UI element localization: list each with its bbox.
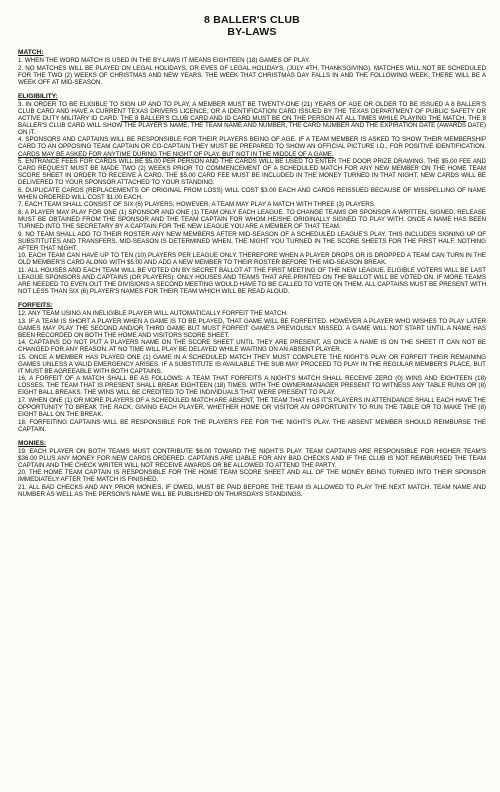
bylaw-4-text: 4. SPONSORS AND CAPTAINS WILL BE RESPONSIBLE FOR THEIR PLAYERS BEING OF AGE. IF A TEAM MEMBER IS ASKED TO SHOW THEIR MEMBERSHIP CARD TO AN OPPOSING TEAM CAPTAIN OR CO-CAPTAIN THEY MUST BE PREPARED TO SHOW AN OFFICIAL PICTURE I.D., FOR POSITIVE IDENTIFICATION. — [18, 136, 486, 151]
bylaw-17: 17. WHEN ONE (1) OR MORE PLAYERS OF A SCHEDULED MATCH ARE ABSENT, THE TEAM THAT HAS IT'S PLAYERS IN ATTENDANCE SHALL EACH HAVE THE OPPORTUNITY TO BREAK THE RACK. GIVING EACH PLAYER, WHETHER HOME OR VISITOR AN OPPORTUNITY TO RUN THE TABLE OR TO MAKE THE (8) EIGHT BALL ON THE BREAK. — [18, 397, 486, 419]
section-heading-monies: MONIES: — [18, 439, 47, 447]
document-subtitle: BY-LAWS — [227, 26, 277, 38]
bylaw-8: 8. A PLAYER MAY PLAY FOR ONE (1) SPONSOR AND ONE (1) TEAM ONLY EACH LEAGUE. TO CHANGE TEAMS OR SPONSOR A WRITTEN, SIGNED, RELEASE MUST BE OBTAINED FROM THE SPONSOR AND THE TEAM CAPTAIN FOR WHOM HE/SHE ORIGINALLY SIGNED TO PLAY WITH. ONCE A NAME HAS BEEN TURNED INTO THE SECRETARY BY A CAPTAIN FOR THE NEW LEAGUE YOU ARE A MEMBER OF THAT TEAM. — [18, 208, 486, 230]
bylaw-7: 7. EACH TEAM SHALL CONSIST OF SIX (6) PLAYERS, HOWEVER, A TEAM MAY PLAY A MATCH WITH THREE (3) PLAYERS. — [18, 201, 376, 209]
section-monies — [18, 440, 486, 498]
section-heading-match: MATCH: — [18, 49, 44, 56]
bylaw-19: 19. EACH PLAYER ON BOTH TEAMS MUST CONTRIBUTE $6.00 TOWARD THE NIGHT'S PLAY. TEAM CAPTAINS ARE RESPONSIBLE FOR HIGHER TEAM'S $36.00 PLUS ANY MONEY FOR NEW CARDS ORDERED. CAPTAINS ARE LIABLE FOR ANY BAD CHECKS AND IF THE CLUB IS NOT REIMBURSED THE TEAM CAPTAIN AND THE CHECK WRITER WILL NOT RECEIVE AWARDS OR BE ALLOWED TO ATTEND THE PARTY. — [18, 447, 486, 469]
bylaw-11: 11. ALL HOUSES AND EACH TEAM WILL BE VOTED ON BY SECRET BALLOT AT THE FIRST MEETING OF THE NEW LEAGUE. ELIGIBLE VOTERS WILL BE LAST LEAGUE SPONSORS AND CAPTAINS (OR PLAYERS). ONLY HOUSES AND TEAMS THAT ARE PRINTED ON THE BALLOT WILL BE VOTED ON. IF MORE TEAMS ARE NEEDED TO EVEN OUT THE DIVISIONS A SECOND MEETING WOULD HAVE TO BE CALLED TO VOTE ON THEM. ALL CAPTAINS MUST BE PRESENT WITH NOT LESS THAN SIX (6) PLAYER'S NAMES FOR THEIR TEAM WHICH WILL BE READ ALOUD. — [18, 266, 486, 295]
bylaw-20: 20. THE HOME TEAM CAPTAIN IS RESPONSIBLE FOR THE HOME TEAM SCORE SHEET AND ALL OF THE MONEY BEING TURNED INTO THEIR SPONSOR IMMEDIATELY AFTER THE MATCH IS FINISHED. — [18, 469, 486, 484]
bylaw-15: 15. ONCE A MEMBER HAS PLAYED ONE (1) GAME IN A SCHEDULED MATCH THEY MUST COMPLETE THE NIGHT'S PLAY OR FORFEIT THEIR REMAINING GAMES UNLESS A VALID EMERGENCY ARISES. IF A SUBSTITUTE IS AVAILABLE THE SUB MAY PROCEED TO PLAY IN THE REGULAR MEMBER'S PLACE, BUT IT MUST BE AGREEABLE WITH BOTH CAPTAINS. — [18, 353, 486, 375]
bylaw-3-underlined: THE 8 BALLER'S CLUB CARD AND ID CARD MUST BE ON THE PERSON AT ALL TIMES WHILE PLAYING THE MATCH. — [120, 114, 467, 122]
bylaw-13: 13. IF A TEAM IS SHORT A PLAYER WHEN A GAME IS TO BE PLAYED, THAT GAME WILL BE FORFEITED. HOWEVER A PLAYER WHO WISHES TO PLAY LATER GAMES MAY PLAY THE SECOND AND/OR THIRD GAME BUT MUST FORFEIT GAME'S PREVIOUSLY MISSED. A GAME WILL NOT START UNTIL A NAME HAS BEEN RECORDED ON BOTH THE HOME AND VISITORS SCORE SHEET. — [18, 317, 486, 339]
bylaw-5: 5. ENTRANCE FEES FOR CARDS WILL BE $5.00 PER PERSON AND THE CARDS WILL BE USED TO ENTER THE DOOR PRIZE DRAWING. THE $5.00 FEE AND CARD REQUEST MUST BE MADE TWO (2) WEEKS PRIOR TO COMMENCEMENT OF A SCHEDULED MATCH FOR ANY NEW MEMBER ON THE HOME TEAM SCORE SHEET IN ORDER TO RECEIVE A CARD. THE $5.00 CARD FEE MUST BE INCLUDED IN THE MONEY TURNED IN THAT NIGHT. NEW CARDS WILL BE DELIVERED TO YOUR SPONSOR ATTACHED TO YOUR STANDING. — [18, 158, 486, 187]
bylaw-4 — [18, 136, 486, 157]
bylaw-3-text: 3. IN ORDER TO BE ELIGIBLE TO SIGN UP AND TO PLAY, A MEMBER MUST BE TWENTY-ONE (21) YEARS OF AGE OR OLDER TO BE ISSUED A 8 BALLER'S CLUB CARD AND HAVE A CURRENT TEXAS DRIVERS LICENCE, OR A IDENTIFICATION CARD ISSUED BY THE TEXAS DEPARTMENT OF PUBLIC SAFETY OR ACTIVE DUTY MILITARY ID CARD. — [18, 100, 486, 122]
bylaw-16: 16. A FORFEIT OF A MATCH SHALL BE AS FOLLOWS: A TEAM THAT FORFEITS A NIGHT'S MATCH SHALL RECEIVE ZERO (0) WINS AND EIGHTEEN (18) LOSSES. THE TEAM THAT IS PRESENT SHALL BREAK EIGHTEEN (18) TIMES. WITH THE OWNER/MANAGER PRESENT TO WITNESS ANY TABLE RUNS OR (8) EIGHT BALL BREAKS. THE WINS WILL BE CREDITED TO THE INDIVIDUALS THAT WERE PRESENT TO PLAY. — [18, 375, 486, 397]
section-match — [18, 49, 486, 86]
bylaw-6: 6. DUPLICATE CARDS (REPLACEMENTS OF ORIGINAL FROM LOSS) WILL COST $3.00 EACH AND CARDS REISSUED BECAUSE OF MISSPELLING OF NAME WHEN ORDERED WILL COST $1.00 EACH. — [18, 186, 486, 201]
bylaw-2: 2. NO MATCHES WILL BE PLAYED ON LEGAL HOLIDAYS, OR EVES OF LEGAL HOLIDAYS, (JULY 4TH, THANKSGIVING). MATCHES WILL NOT BE SCHEDULED FOR THE TWO (2) WEEKS OF CHRISTMAS AND NEW YEARS. THE WEEK THAT CHRISTMAS DAY FALLS IN AND THE FOLLOWING WEEK. THERE WILL BE A WEEK OFF AT MID-SEASON. — [18, 64, 486, 86]
bylaw-10: 10. EACH TEAM CAN HAVE UP TO TEN (10) PLAYERS PER LEAGUE ONLY. THEREFORE WHEN A PLAYER DROPS OR IS DROPPED A TEAM CAN TURN IN THE OLD MEMBER'S CARD ALONG WITH $5.00 AND ADD A NEW MEMBER TO THEIR ROSTER BEFORE THE MID-SEASON BREAK. — [18, 252, 486, 267]
bylaw-3 — [18, 101, 486, 136]
section-forfeits — [18, 302, 486, 433]
bylaw-4-underlined: CARDS MAY BE ASKED FOR ANYTIME DURING THE NIGHT OF PLAY, BUT NOT IN THE MIDDLE OF A GAME. — [18, 150, 334, 158]
bylaw-1: 1. WHEN THE WORD MATCH IS USED IN THE BY-LAWS IT MEANS EIGHTEEN (18) GAMES OF PLAY. — [18, 57, 311, 64]
bylaw-21: 21. ALL BAD CHECKS AND ANY PRIOR MONIES, IF OWED, MUST BE PAID BEFORE THE TEAM IS ALLOWED TO PLAY THE NEXT MATCH. TEAM NAME AND NUMBER AS WELL AS THE PERSON'S NAME WILL BE PUBLISHED ON THURSDAYS STANDINGS. — [18, 483, 486, 499]
section-heading-forfeits: FORFEITS: — [18, 301, 53, 309]
bylaw-18: 18. FORFEITING CAPTAINS WILL BE RESPONSIBLE FOR THE PLAYER'S FEE FOR THE NIGHT'S PLAY. THE ABSENT MEMBER SHOULD REIMBURSE THE CAPTAIN. — [18, 418, 486, 433]
bylaw-9: 9. NO TEAM SHALL ADD TO THEIR ROSTER ANY NEW MEMBERS AFTER MID-SEASON OF A SCHEDULED LEAGUE'S PLAY. THIS INCLUDES SIGNING UP OF SUBSTITUTES AND TRANSFERS. MID-SEASON IS DETERMINED WHEN, THE NIGHT YOU TURNED IN THE SCORE SHEETS FOR THE FIRST HALF. NOTHING AFTER THAT NIGHT. — [18, 230, 486, 252]
bylaw-12: 12. ANY TEAM USING AN INELIGIBLE PLAYER WILL AUTOMATICALLY FORFEIT THE MATCH. — [18, 309, 288, 317]
bylaw-3-text-cont: THE 8 BALLER'S CLUB CARD WILL SHOW THE PLAYER'S NAME, THE TEAM NAME AND NUMBER, THE CARD NUMBER AND THE EXPIRATION DATE (AWARDS DATE) ON IT. — [18, 114, 487, 136]
bylaw-14: 14. CAPTAINS DO NOT PUT A PLAYERS NAME ON THE SCORE SHEET UNTIL THEY ARE PRESENT, AS ONCE A NAME IS ON THE SHEET IT CAN NOT BE CHANGED FOR ANY REASON. AT NO TIME WILL PLAY BE DELAYED WHILE WAITING ON AN ABSENT PLAYER. — [18, 339, 486, 354]
document-title: 8 BALLER'S CLUB — [204, 14, 300, 26]
section-eligibility — [18, 93, 486, 295]
section-heading-eligibility: ELIGIBILITY: — [18, 92, 58, 100]
